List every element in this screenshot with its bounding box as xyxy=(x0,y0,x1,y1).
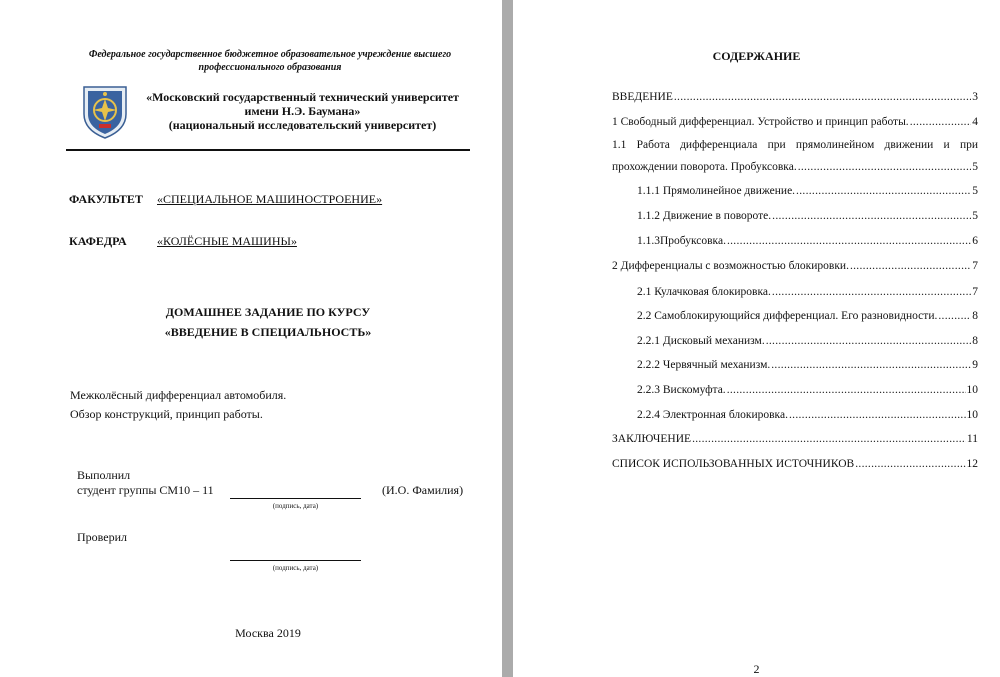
faculty-label: ФАКУЛЬТЕТ xyxy=(69,192,143,206)
student-group: студент группы СМ10 – 11 xyxy=(77,483,214,497)
bmstu-emblem-icon xyxy=(80,84,130,140)
university-name xyxy=(130,90,475,132)
toc-item[interactable]: 1.1.1 Прямолинейное движение. ..... 5 xyxy=(637,184,978,198)
department-label: КАФЕДРА xyxy=(69,234,127,248)
signature-line xyxy=(230,498,361,499)
checker-signature-note: (подпись, дата) xyxy=(272,564,319,572)
toc-item[interactable]: 2.1 Кулачковая блокировка. ..... 7 xyxy=(637,285,978,299)
header-divider xyxy=(66,149,470,151)
toc-item[interactable]: 1.1.3Пробуксовка. ..... 6 xyxy=(637,234,978,248)
performed-label: Выполнил xyxy=(77,468,131,482)
agency-name: Федеральное государственное бюджетное образовательное учреждение высшего профессионального образования xyxy=(88,49,452,73)
topic-line-1: Межколёсный дифференциал автомобиля. xyxy=(70,388,287,402)
toc-item[interactable]: 2.2.2 Червячный механизм. ..... 9 xyxy=(637,358,978,372)
checked-label: Проверил xyxy=(77,530,127,544)
toc-heading: СОДЕРЖАНИЕ xyxy=(712,49,801,63)
page-number: 2 xyxy=(753,662,760,676)
assignment-line-2: «ВВЕДЕНИЕ В СПЕЦИАЛЬНОСТЬ» xyxy=(164,325,372,339)
department-value: «КОЛЁСНЫЕ МАШИНЫ» xyxy=(157,234,297,248)
toc-item[interactable]: 2.2.3 Вискомуфта. ..... 10 xyxy=(637,383,978,397)
toc-item[interactable]: прохождении поворота. Пробуксовка. ..... 5 xyxy=(612,160,978,174)
university-line-1: «Московский государственный технический университет xyxy=(146,90,459,104)
student-name: (И.О. Фамилия) xyxy=(382,483,464,497)
city-year: Москва 2019 xyxy=(235,626,301,640)
topic-line-2: Обзор конструкций, принцип работы. xyxy=(70,407,263,421)
toc-item[interactable]: 2.2.1 Дисковый механизм. ..... 8 xyxy=(637,334,978,348)
toc-item[interactable]: СПИСОК ИСПОЛЬЗОВАННЫХ ИСТОЧНИКОВ ..... 12 xyxy=(612,457,978,471)
assignment-line-1: ДОМАШНЕЕ ЗАДАНИЕ ПО КУРСУ xyxy=(165,305,371,319)
toc-item[interactable]: ВВЕДЕНИЕ ..... 3 xyxy=(612,90,978,104)
toc-item[interactable]: 1.1.2 Движение в повороте. ..... 5 xyxy=(637,209,978,223)
toc-item[interactable]: 2.2.4 Электронная блокировка. ..... 10 xyxy=(637,408,978,422)
checker-signature-line xyxy=(230,560,361,561)
toc-page xyxy=(513,0,1000,677)
university-line-2: имени Н.Э. Баумана» xyxy=(244,104,361,118)
university-line-3: (национальный исследовательский университет) xyxy=(168,118,437,132)
toc-item-line-1[interactable]: 1.1 Работа дифференциала при прямолинейном движении и при xyxy=(612,139,978,151)
signature-note: (подпись, дата) xyxy=(272,502,319,510)
toc-item[interactable]: ЗАКЛЮЧЕНИЕ ..... 11 xyxy=(612,432,978,446)
toc-item[interactable]: 2.2 Самоблокирующийся дифференциал. Его разновидности. ..... 8 xyxy=(637,309,978,323)
faculty-value: «СПЕЦИАЛЬНОЕ МАШИНОСТРОЕНИЕ» xyxy=(157,192,383,206)
toc-item[interactable]: 1 Свободный дифференциал. Устройство и принцип работы. ..... 4 xyxy=(612,115,978,129)
toc-item[interactable]: 2 Дифференциалы с возможностью блокировки. ..... 7 xyxy=(612,259,978,273)
